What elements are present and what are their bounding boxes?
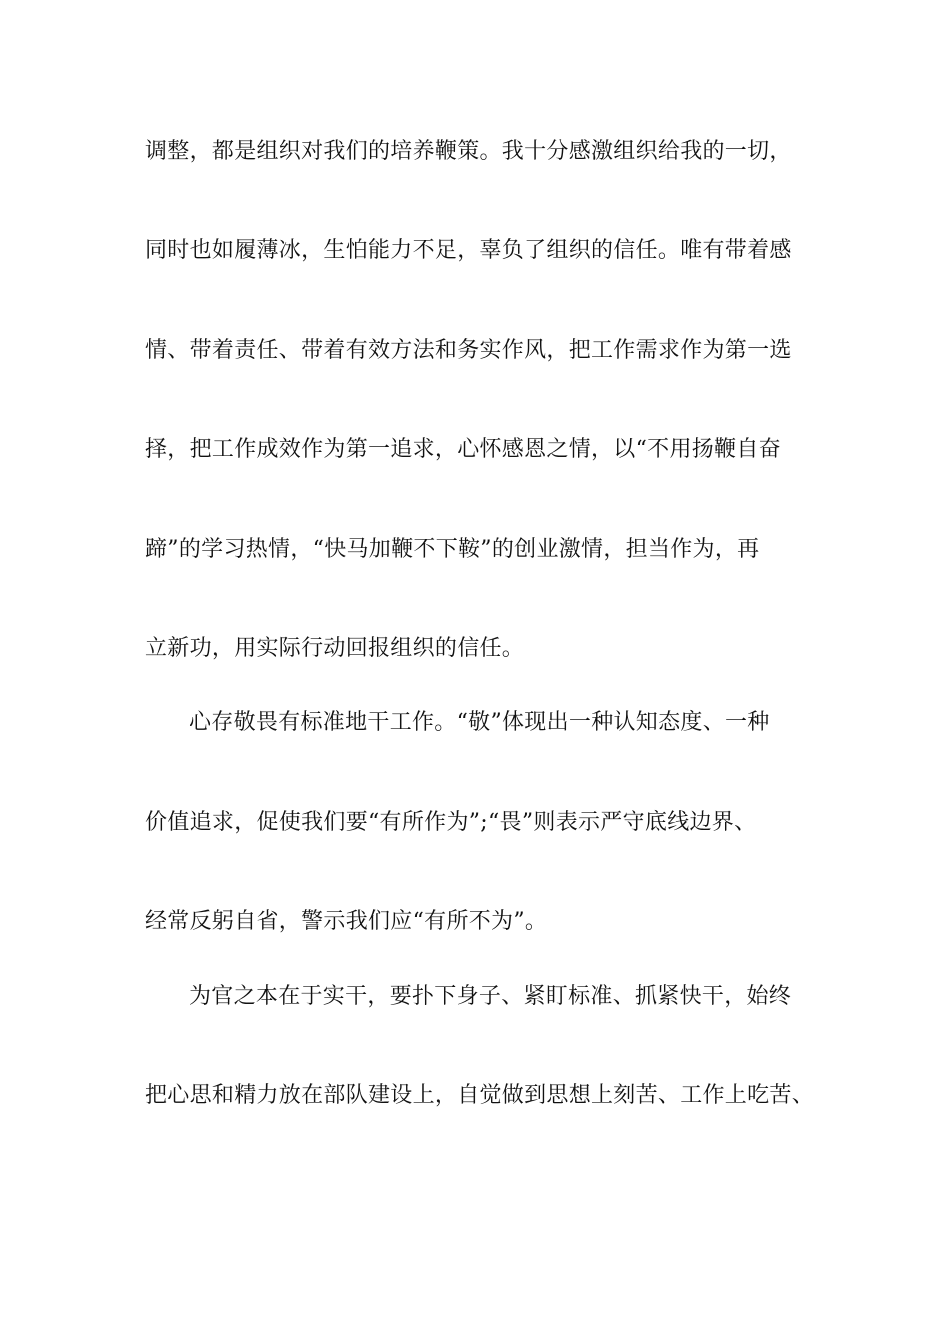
paragraph-line: 把心思和精力放在部队建设上，自觉做到思想上刻苦、工作上吃苦、 <box>145 1083 815 1108</box>
paragraph-line: 价值追求，促使我们要“有所作为”;“畏”则表示严守底线边界、 <box>145 810 757 835</box>
paragraph-line: 立新功，用实际行动回报组织的信任。 <box>145 636 525 661</box>
paragraph-first-line: 为官之本在于实干，要扑下身子、紧盯标准、抓紧快干，始终 <box>189 984 792 1009</box>
paragraph-line: 蹄”的学习热情，“快马加鞭不下鞍”的创业激情，担当作为，再 <box>145 537 760 562</box>
paragraph-line: 情、带着责任、带着有效方法和务实作风，把工作需求作为第一选 <box>145 338 792 363</box>
paragraph-line: 经常反躬自省，警示我们应“有所不为”。 <box>145 909 548 934</box>
paragraph-first-line: 心存敬畏有标准地干工作。“敬”体现出一种认知态度、一种 <box>189 710 770 735</box>
paragraph-line: 调整，都是组织对我们的培养鞭策。我十分感激组织给我的一切， <box>145 139 792 164</box>
paragraph-line: 同时也如履薄冰，生怕能力不足，辜负了组织的信任。唯有带着感 <box>145 238 792 263</box>
paragraph-line: 择，把工作成效作为第一追求，心怀感恩之情，以“不用扬鞭自奋 <box>145 437 781 462</box>
